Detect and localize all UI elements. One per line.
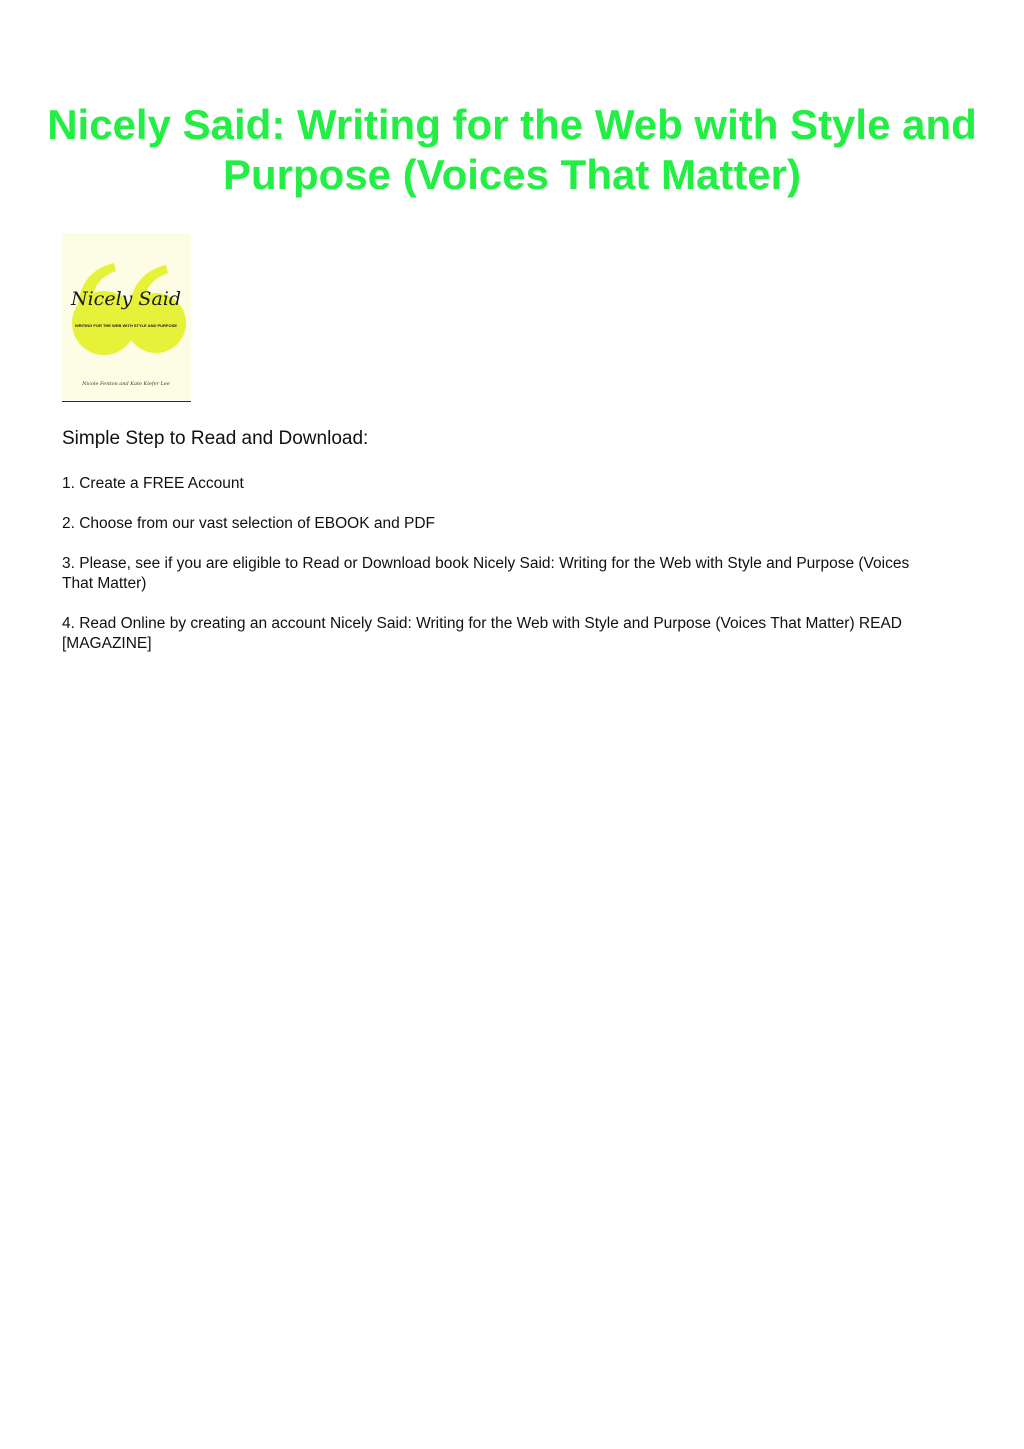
- steps-list: [62, 474, 942, 674]
- step-item: 2. Choose from our vast selection of EBOOK and PDF: [62, 515, 436, 532]
- step-item: 3. Please, see if you are eligible to Read or Download book Nicely Said: Writing for the Web with Style and Purpose (Voices That Matter): [62, 555, 910, 592]
- step-item: 1. Create a FREE Account: [62, 475, 244, 492]
- book-cover-link[interactable]: [62, 233, 191, 402]
- cover-title-script: Nicely Said: [70, 288, 182, 310]
- cover-authors-script: Nicole Fenton and Kate Kiefer Lee: [82, 381, 170, 387]
- page-title: Nicely Said: Writing for the Web with Style and Purpose (Voices That Matter): [47, 101, 977, 198]
- book-cover-image: [62, 233, 191, 400]
- intro-heading: Simple Step to Read and Download:: [62, 428, 369, 449]
- cover-subtitle: WRITING FOR THE WEB WITH STYLE AND PURPOSE: [74, 323, 178, 328]
- step-item: 4. Read Online by creating an account Nicely Said: Writing for the Web with Style and Purpose (Voices That Matter) READ [MAGAZINE]: [62, 615, 902, 652]
